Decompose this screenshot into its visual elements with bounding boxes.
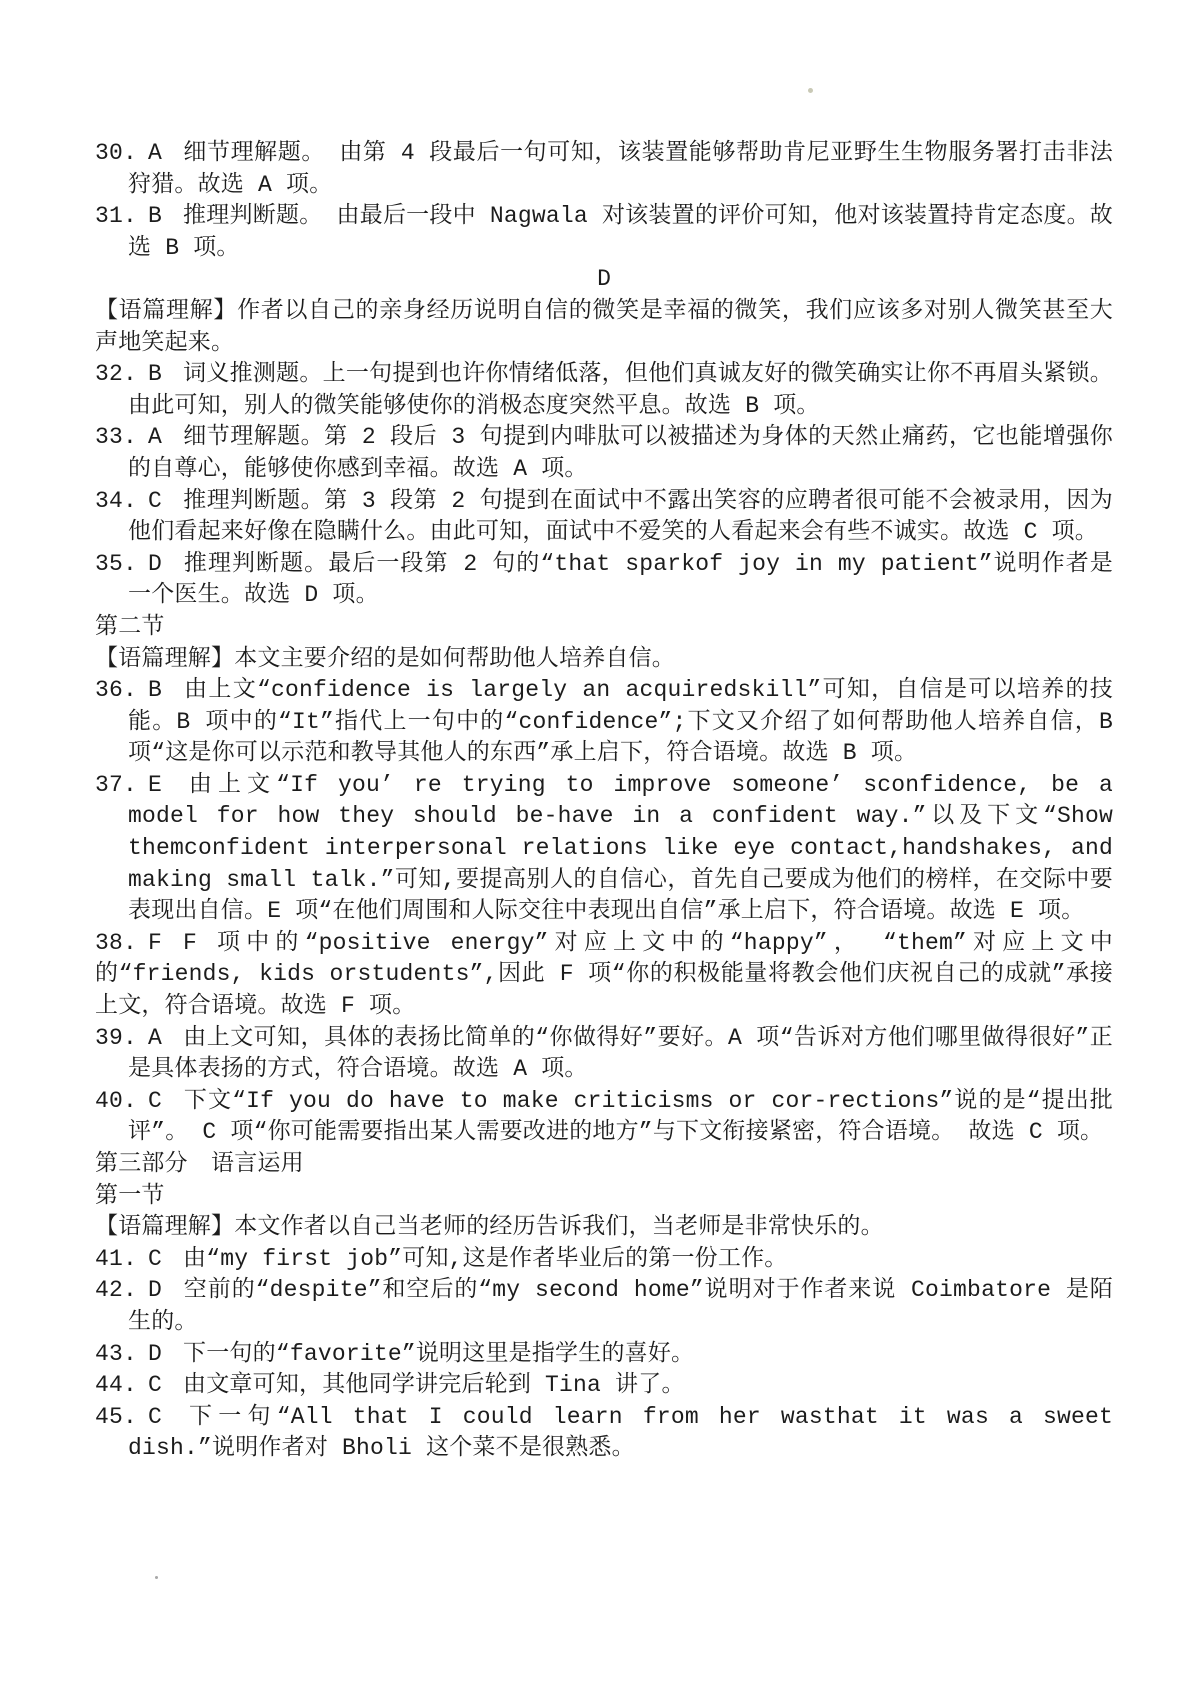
- answer-item-32: [95, 359, 1113, 422]
- item-explanation: 由文章可知，其他同学讲完后轮到 Tina 讲了。: [183, 1372, 685, 1399]
- item-answer: C: [148, 1087, 163, 1114]
- answer-item-39: [95, 1023, 1113, 1086]
- overview-label: 【语篇理解】: [95, 297, 238, 324]
- overview-text: 本文主要介绍的是如何帮助他人培养自信。: [234, 645, 676, 672]
- item-explanation: 词义推测题。上一句提到也许你情绪低落，但他们真诚友好的微笑确实让你不再眉头紧锁。由此可知，别人的微笑能够使你的消极态度突然平息。故选 B 项。: [128, 361, 1113, 419]
- item-answer: A: [148, 424, 163, 451]
- item-answer: C: [148, 487, 163, 514]
- overview-paragraph: [95, 1212, 1113, 1244]
- item-number: 38.: [95, 929, 138, 956]
- item-number: 43.: [95, 1340, 138, 1367]
- item-answer: D: [148, 550, 163, 577]
- item-number: 44.: [95, 1372, 138, 1399]
- section-heading: 第二节: [95, 613, 165, 640]
- item-explanation: 空前的“despite”和空后的“my second home”说明对于作者来说 Coimbatore 是陌生的。: [128, 1277, 1113, 1335]
- item-explanation: 由上文“confidence is largely an acquiredskill”可知，自信是可以培养的技能。B 项中的“It”指代上一句中的“confidence”;下文又介绍了如何帮助他人培养自信，B 项“这是你可以示范和教导其他人的东西”承上启下，符合语境。故选 B 项。: [128, 677, 1113, 767]
- answer-item-38: [95, 928, 1113, 1023]
- item-answer: F: [148, 929, 163, 956]
- item-explanation: 由上文可知，具体的表扬比简单的“你做得好”要好。A 项“告诉对方他们哪里做得很好”正是具体表扬的方式，符合语境。故选 A 项。: [128, 1024, 1113, 1083]
- answer-sheet: [95, 138, 1113, 1465]
- overview-label: 【语篇理解】: [95, 1214, 235, 1241]
- item-explanation: 下一句的“favorite”说明这里是指学生的喜好。: [183, 1340, 695, 1367]
- item-explanation: 推理判断题。 由最后一段中 Nagwala 对该装置的评价可知，他对该装置持肯定态度。故选 B 项。: [128, 203, 1113, 261]
- item-explanation: 推理判断题。最后一段第 2 句的“that sparkof joy in my patient”说明作者是一个医生。故选 D 项。: [128, 550, 1113, 609]
- answer-item-34: [95, 486, 1113, 549]
- item-explanation: 推理判断题。第 3 段第 2 句提到在面试中不露出笑容的应聘者很可能不会被录用，因为他们看起来好像在隐瞒什么。由此可知，面试中不爱笑的人看起来会有些不诚实。故选 C 项。: [128, 487, 1113, 546]
- item-explanation: 下一句“All that I could learn from her wasthat it was a sweet dish.”说明作者对 Bholi 这个菜不是很熟悉。: [128, 1403, 1113, 1462]
- passage-letter-heading: D: [597, 266, 611, 293]
- item-explanation: 由“my first job”可知,这是作者毕业后的第一份工作。: [183, 1245, 788, 1272]
- section-heading: 第一节: [95, 1182, 165, 1209]
- item-number: 31.: [95, 203, 138, 230]
- item-explanation: 细节理解题。第 2 段后 3 句提到内啡肽可以被描述为身体的天然止痛药，它也能增强你的自尊心，能够使你感到幸福。故选 A 项。: [128, 424, 1113, 482]
- item-number: 39.: [95, 1024, 138, 1051]
- overview-text: 作者以自己的亲身经历说明自信的微笑是幸福的微笑，我们应该多对别人微笑甚至大声地笑起来。: [95, 297, 1114, 356]
- answer-item-31: [95, 201, 1113, 264]
- answer-item-44: [95, 1370, 1113, 1402]
- answer-item-41: [95, 1244, 1113, 1276]
- item-number: 32.: [95, 361, 138, 388]
- item-number: 33.: [95, 424, 138, 451]
- item-number: 42.: [95, 1277, 138, 1304]
- item-explanation: 下文“If you do have to make criticisms or cor-rections”说的是“提出批评”。 C 项“你可能需要指出某人需要改进的地方”与下文衔接紧密，符合语境。 故选 C 项。: [128, 1087, 1113, 1146]
- answer-item-36: [95, 675, 1113, 770]
- item-number: 37.: [95, 771, 138, 798]
- scan-speck-bottom: [155, 1576, 158, 1579]
- item-answer: B: [148, 361, 163, 388]
- item-answer: E: [148, 771, 163, 798]
- item-number: 40.: [95, 1087, 138, 1114]
- scan-speck-top: [808, 88, 813, 93]
- answer-item-33: [95, 422, 1113, 485]
- item-number: 35.: [95, 550, 138, 577]
- answer-item-42: [95, 1275, 1113, 1338]
- answer-item-30: [95, 138, 1113, 201]
- item-number: 34.: [95, 487, 138, 514]
- answer-item-40: [95, 1086, 1113, 1149]
- answer-item-35: [95, 549, 1113, 612]
- item-number: 45.: [95, 1403, 138, 1430]
- item-explanation: 细节理解题。 由第 4 段最后一句可知，该装置能够帮助肯尼亚野生生物服务署打击非法狩猎。故选 A 项。: [128, 140, 1113, 198]
- item-answer: D: [148, 1340, 163, 1367]
- item-answer: C: [148, 1245, 163, 1272]
- item-answer: C: [148, 1372, 163, 1399]
- overview-label: 【语篇理解】: [95, 645, 235, 672]
- item-explanation: F 项中的“positive energy”对应上文中的“happy”， “them”对应上文中的“friends, kids orstudents”,因此 F 项“你的积极能量将教会他们庆祝自己的成就”承接上文，符合语境。故选 F 项。: [95, 929, 1113, 1020]
- item-number: 30.: [95, 140, 138, 166]
- item-answer: D: [148, 1277, 163, 1304]
- section-heading: 第三部分 语言运用: [95, 1151, 304, 1177]
- item-answer: B: [148, 677, 163, 704]
- item-answer: A: [148, 1024, 163, 1051]
- overview-paragraph: [95, 296, 1113, 359]
- item-number: 36.: [95, 677, 138, 704]
- item-number: 41.: [95, 1245, 138, 1272]
- item-answer: C: [148, 1403, 163, 1430]
- answer-item-43: [95, 1339, 1113, 1371]
- answer-item-37: [95, 770, 1113, 928]
- answer-item-45: [95, 1402, 1113, 1465]
- item-answer: B: [148, 203, 163, 230]
- overview-text: 本文作者以自己当老师的经历告诉我们，当老师是非常快乐的。: [234, 1214, 884, 1241]
- item-answer: A: [148, 140, 163, 166]
- overview-paragraph: [95, 644, 1113, 676]
- item-explanation: 由上文“If you’ re trying to improve someone’ sconfidence, be a model for how they should be-have in a confident way.”以及下文“Show themconfident interpersonal relations like eye contact,handshakes, and making small talk.”可知,要提高别人的自信心，首先自己要成为他们的榜样，在交际中要表现出自信。E 项“在他们周围和人际交往中表现出自信”承上启下，符合语境。故选 E 项。: [128, 771, 1113, 925]
